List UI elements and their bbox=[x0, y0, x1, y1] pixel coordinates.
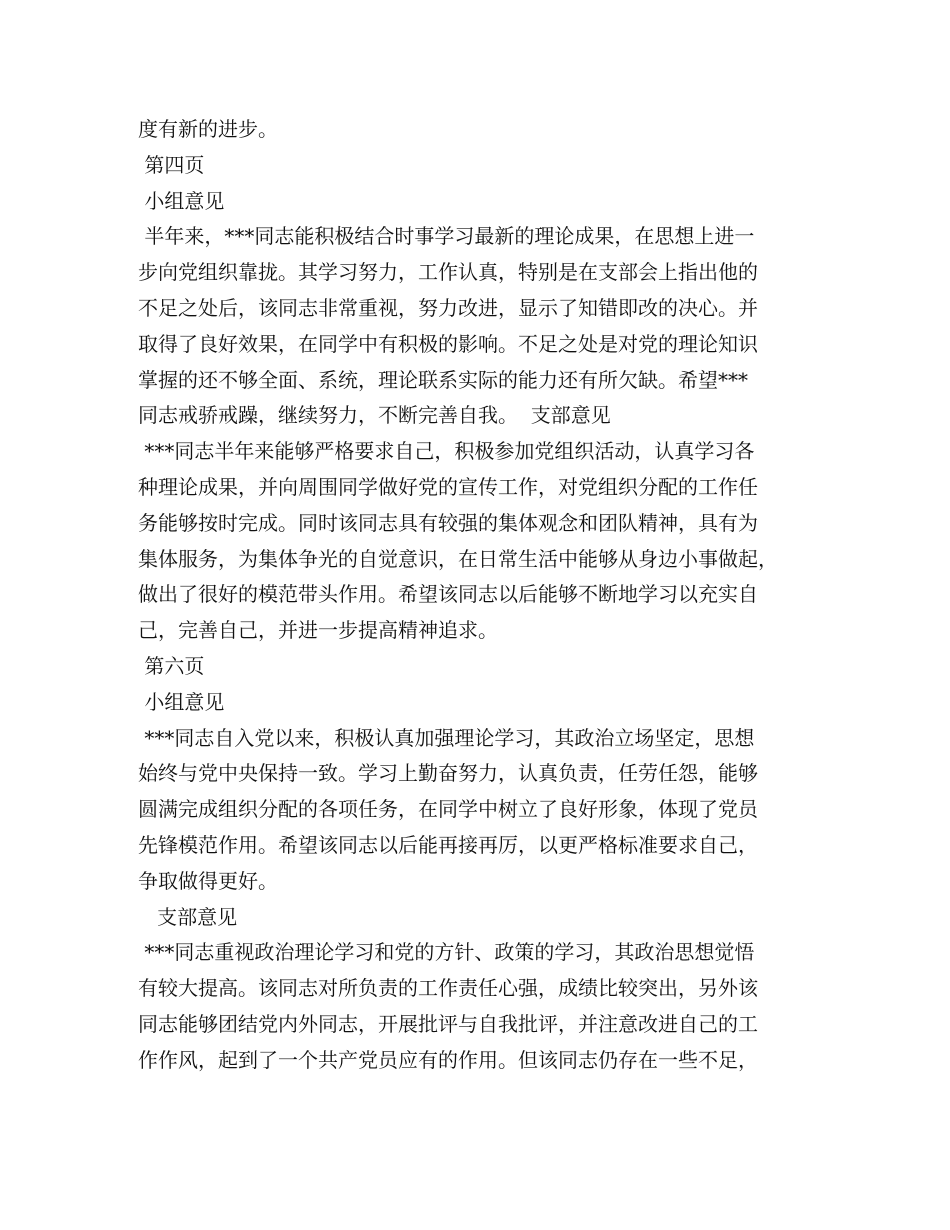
text-line: 争取做得更好。 bbox=[138, 868, 278, 893]
text-line: ***同志重视政治理论学习和党的方针、政策的学习，其政治思想觉悟 bbox=[138, 940, 755, 965]
text-line: 半年来，***同志能积极结合时事学习最新的理论成果，在思想上进一 bbox=[138, 224, 755, 249]
text-line: 集体服务，为集体争光的自觉意识，在日常生活中能够从身边小事做起， bbox=[138, 546, 778, 571]
section-heading: 小组意见 bbox=[138, 689, 225, 714]
text-line: 先锋模范作用。希望该同志以后能再接再厉，以更严格标准要求自己， bbox=[138, 832, 758, 857]
text-line: 步向党组织靠拢。其学习努力，工作认真，特别是在支部会上指出他的 bbox=[138, 260, 758, 285]
text-line: 作作风，起到了一个共产党员应有的作用。但该同志仍存在一些不足， bbox=[138, 1047, 758, 1072]
text-line: 同志戒骄戒躁，继续努力，不断完善自我。 支部意见 bbox=[138, 403, 611, 428]
text-line: 务能够按时完成。同时该同志具有较强的集体观念和团队精神，具有为 bbox=[138, 510, 758, 535]
section-heading: 支部意见 bbox=[138, 904, 238, 929]
text-line: 始终与党中央保持一致。学习上勤奋努力，认真负责，任劳任怨，能够 bbox=[138, 761, 758, 786]
page-heading: 第四页 bbox=[138, 152, 205, 177]
text-line: 己，完善自己，并进一步提高精神追求。 bbox=[138, 618, 498, 643]
text-line: 取得了良好效果，在同学中有积极的影响。不足之处是对党的理论知识 bbox=[138, 331, 758, 356]
text-line: ***同志自入党以来，积极认真加强理论学习，其政治立场坚定，思想 bbox=[138, 725, 755, 750]
text-line: ***同志半年来能够严格要求自己，积极参加党组织活动，认真学习各 bbox=[138, 439, 755, 464]
page-heading: 第六页 bbox=[138, 653, 205, 678]
body-text bbox=[138, 112, 828, 1079]
text-line: 不足之处后，该同志非常重视，努力改进，显示了知错即改的决心。并 bbox=[138, 295, 758, 320]
text-line: 有较大提高。该同志对所负责的工作责任心强，成绩比较突出，另外该 bbox=[138, 976, 758, 1001]
text-line: 做出了很好的模范带头作用。希望该同志以后能够不断地学习以充实自 bbox=[138, 582, 758, 607]
text-line: 圆满完成组织分配的各项任务，在同学中树立了良好形象，体现了党员 bbox=[138, 797, 758, 822]
text-line: 度有新的进步。 bbox=[138, 117, 278, 141]
text-line: 掌握的还不够全面、系统，理论联系实际的能力还有所欠缺。希望*** bbox=[138, 367, 748, 392]
text-line: 同志能够团结党内外同志，开展批评与自我批评，并注意改进自己的工 bbox=[138, 1011, 758, 1036]
section-heading: 小组意见 bbox=[138, 188, 225, 213]
text-line: 种理论成果，并向周围同学做好党的宣传工作，对党组织分配的工作任 bbox=[138, 474, 758, 499]
